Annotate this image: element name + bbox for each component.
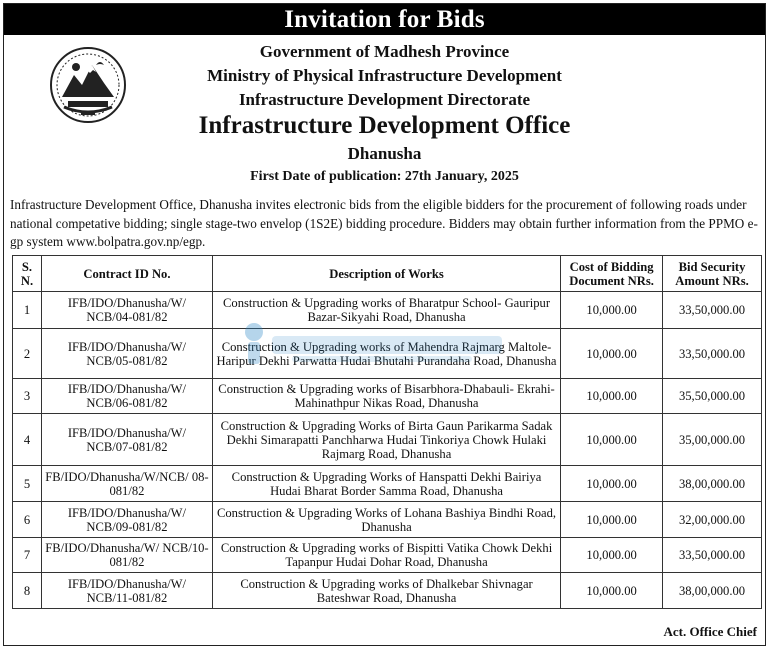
cell-description: Construction & Upgrading Works of Hanspatti Dekhi Bairiya Hudai Bharat Border Samma Road, Dhanusha — [212, 466, 560, 502]
cell-description: Construction & Upgrading Works of Lohana Bashiya Bindhi Road, Dhanusha — [212, 502, 560, 538]
cell-sn: 7 — [13, 538, 42, 573]
cell-contract: IFB/IDO/Dhanusha/W/ NCB/09-081/82 — [41, 502, 212, 538]
table-row — [13, 292, 762, 329]
bid-notice — [3, 3, 766, 646]
publication-date: First Date of publication: 27th January, 2025 — [250, 169, 519, 184]
cell-sn: 3 — [13, 379, 42, 414]
cell-description: Construction & Upgrading works of Mahendra Rajmarg Maltole-Haripur Dekhi Parwatta Hudai Bhutahi Purandaha Road, Dhanusha — [212, 329, 560, 379]
notice-banner: Invitation for Bids — [4, 4, 765, 35]
cell-security: 33,50,000.00 — [663, 329, 762, 379]
table-row — [13, 538, 762, 573]
cell-sn: 4 — [13, 414, 42, 466]
cell-description: Construction & Upgrading works of Bispitti Vatika Chowk Dekhi Tapanpur Hudai Dohar Road, Dhanusha — [212, 538, 560, 573]
header-office: Infrastructure Development Office — [198, 112, 571, 139]
cell-contract: IFB/IDO/Dhanusha/W/ NCB/04-081/82 — [41, 292, 212, 329]
header-sn: S. N. — [13, 256, 42, 292]
cell-security: 35,50,000.00 — [663, 379, 762, 414]
cell-sn: 5 — [13, 466, 42, 502]
cell-contract: FB/IDO/Dhanusha/W/NCB/ 08-081/82 — [41, 466, 212, 502]
header-security: Bid Security Amount NRs. — [663, 256, 762, 292]
table-row — [13, 466, 762, 502]
cell-security: 33,50,000.00 — [663, 292, 762, 329]
notice-header — [4, 35, 765, 185]
cell-contract: IFB/IDO/Dhanusha/W/ NCB/11-081/82 — [41, 573, 212, 609]
table-header-row — [13, 256, 762, 292]
header-district: Dhanusha — [347, 144, 422, 163]
cell-description: Construction & Upgrading works of Dhalkebar Shivnagar Bateshwar Road, Dhanusha — [212, 573, 560, 609]
cell-contract: IFB/IDO/Dhanusha/W/ NCB/07-081/82 — [41, 414, 212, 466]
table-row — [13, 329, 762, 379]
cell-security: 32,00,000.00 — [663, 502, 762, 538]
cell-cost: 10,000.00 — [561, 292, 663, 329]
cell-cost: 10,000.00 — [561, 466, 663, 502]
signatory: Act. Office Chief — [663, 624, 757, 639]
cell-cost: 10,000.00 — [561, 329, 663, 379]
cell-cost: 10,000.00 — [561, 414, 663, 466]
cell-security: 38,00,000.00 — [663, 573, 762, 609]
cell-description: Construction & Upgrading works of Bharatpur School- Gauripur Bazar-Sikyahi Road, Dhanusha — [212, 292, 560, 329]
cell-security: 35,00,000.00 — [663, 414, 762, 466]
header-description: Description of Works — [212, 256, 560, 292]
header-government: Government of Madhesh Province — [259, 42, 510, 61]
header-ministry: Ministry of Physical Infrastructure Development — [207, 66, 562, 85]
cell-sn: 2 — [13, 329, 42, 379]
cell-description: Construction & Upgrading Works of Birta Gaun Parikarma Sadak Dekhi Simarapatti Panchharwa Hudai Tinkoriya Chowk Hulaki Rajmarg Road, Dhanusha — [212, 414, 560, 466]
table-row — [13, 573, 762, 609]
header-cost: Cost of Bidding Document NRs. — [561, 256, 663, 292]
cell-sn: 8 — [13, 573, 42, 609]
table-row — [13, 502, 762, 538]
cell-description: Construction & Upgrading works of Bisarbhora-Dhabauli- Ekrahi-Mahinathpur Nikas Road, Dhanusha — [212, 379, 560, 414]
cell-security: 33,50,000.00 — [663, 538, 762, 573]
bids-table — [12, 255, 762, 609]
cell-security: 38,00,000.00 — [663, 466, 762, 502]
cell-cost: 10,000.00 — [561, 502, 663, 538]
cell-contract: FB/IDO/Dhanusha/W/ NCB/10-081/82 — [41, 538, 212, 573]
cell-contract: IFB/IDO/Dhanusha/W/ NCB/05-081/82 — [41, 329, 212, 379]
header-directorate: Infrastructure Development Directorate — [238, 90, 531, 109]
cell-contract: IFB/IDO/Dhanusha/W/ NCB/06-081/82 — [41, 379, 212, 414]
cell-sn: 6 — [13, 502, 42, 538]
cell-cost: 10,000.00 — [561, 573, 663, 609]
cell-cost: 10,000.00 — [561, 379, 663, 414]
table-row — [13, 379, 762, 414]
cell-cost: 10,000.00 — [561, 538, 663, 573]
cell-sn: 1 — [13, 292, 42, 329]
table-row — [13, 414, 762, 466]
intro-paragraph: Infrastructure Development Office, Dhanusha invites electronic bids from the eligible bidders for the procurement of following roads under national competative bidding; single stage-two envelop (1S2E) bidding procedure. Bidders may obtain further information from the PPMO e-gp system www.bolpatra.gov.np/egp. — [10, 197, 758, 249]
header-contract: Contract ID No. — [41, 256, 212, 292]
